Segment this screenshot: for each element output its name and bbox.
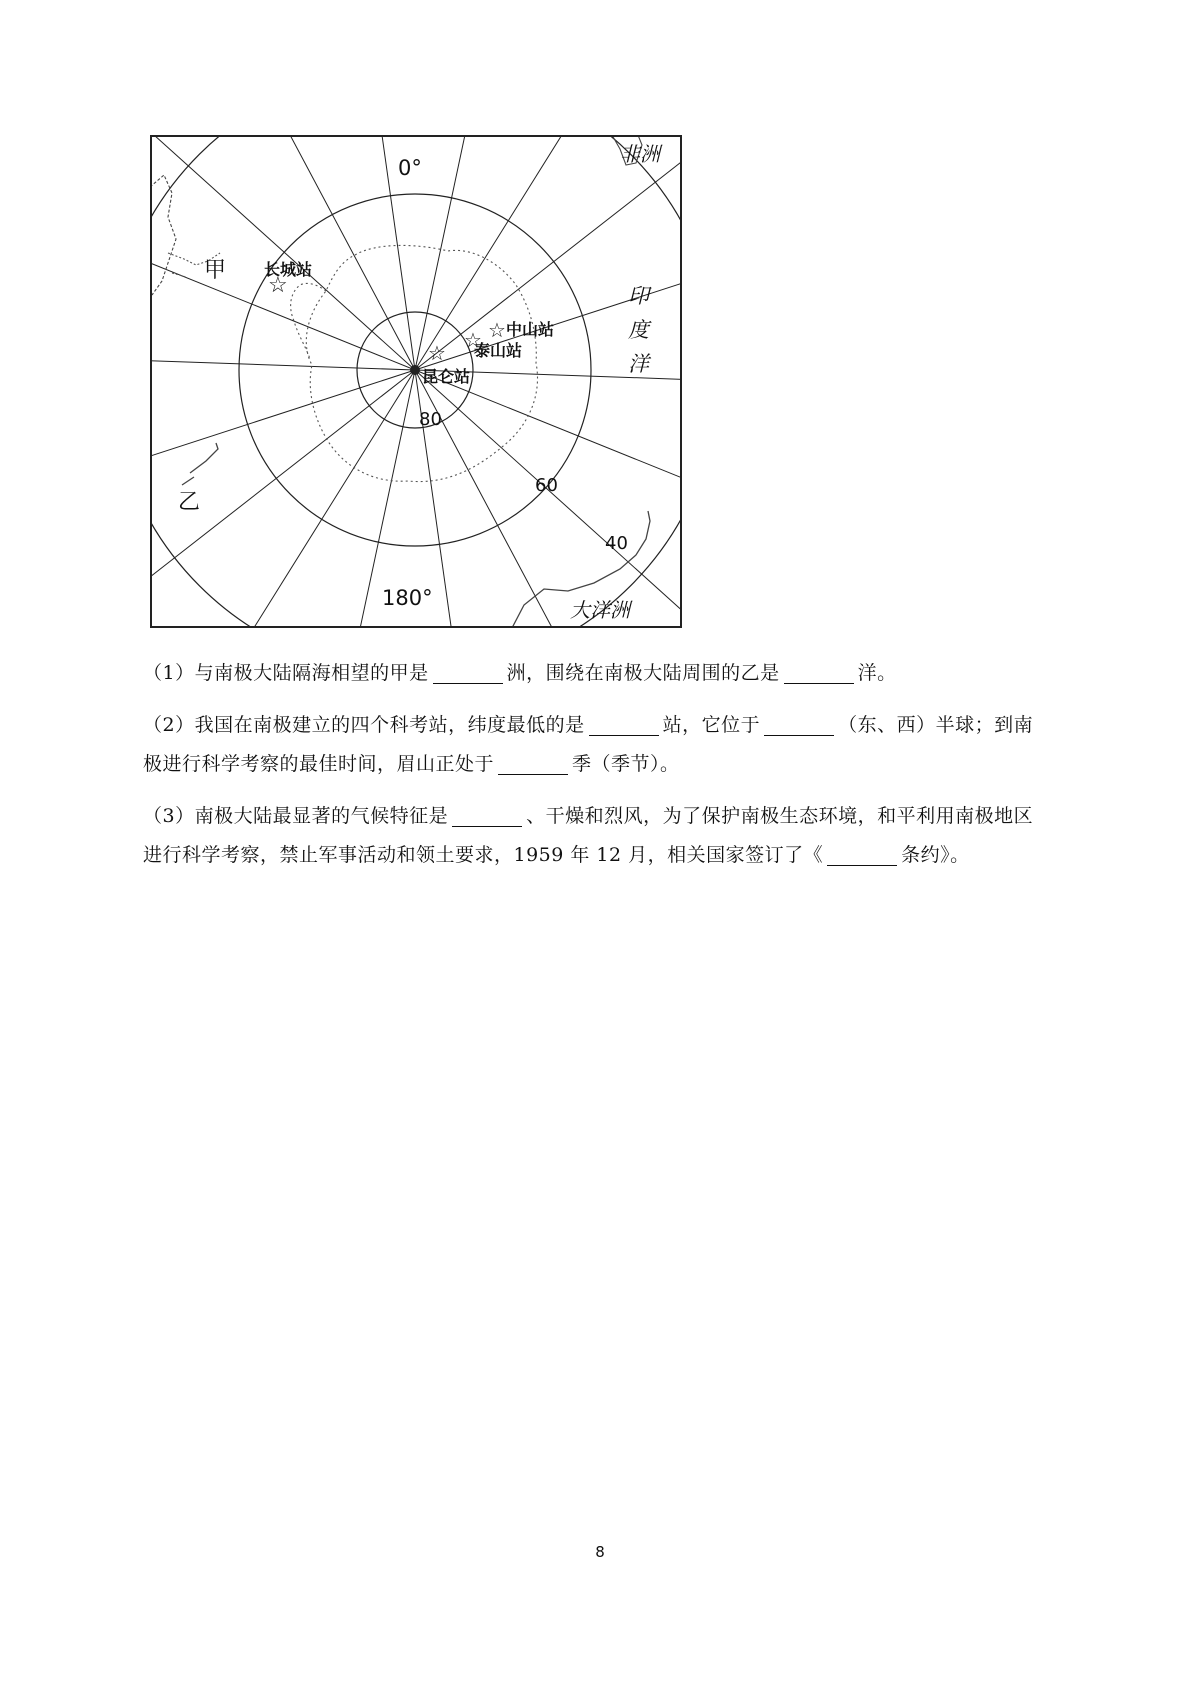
question-number: （2）: [143, 714, 195, 736]
answer-blank[interactable]: [498, 752, 568, 775]
answer-blank[interactable]: [784, 661, 854, 684]
continent-label-africa: 非洲: [620, 142, 660, 166]
question-text: 洲，围绕在南极大陆周围的乙是: [506, 662, 780, 684]
question-text: 季（季节）。: [572, 753, 680, 775]
star-icon: ☆: [268, 273, 288, 298]
ocean-label-indian-2: 度: [628, 318, 649, 342]
antarctica-polar-map: [150, 135, 682, 628]
star-icon: ☆: [464, 328, 482, 352]
marker-yi: 乙: [178, 490, 201, 515]
answer-blank[interactable]: [827, 843, 897, 866]
question-number: （3）: [143, 805, 195, 827]
station-label-changcheng: 长城站: [264, 260, 313, 279]
question-text: 、干燥和烈风，为了保护南极生态环境，和平利用南极地区: [526, 805, 1034, 827]
latitude-label-60: 60: [535, 475, 558, 496]
station-label-taishan: 泰山站: [474, 341, 523, 360]
question-text: 条约》。: [901, 844, 970, 866]
question-text: 南极大陆最显著的气候特征是: [194, 805, 449, 827]
question-text: 站，它位于: [662, 714, 761, 736]
answer-blank[interactable]: [433, 661, 503, 684]
station-zhongshan: [488, 318, 554, 342]
ocean-label-indian-1: 印: [628, 284, 649, 308]
station-label-kunlun: 昆仑站: [422, 367, 471, 386]
answer-blank[interactable]: [452, 804, 522, 827]
question-text: （东、西）半球；到南: [838, 714, 1034, 736]
question-text: 与南极大陆隔海相望的甲是: [194, 662, 429, 684]
continent-label-oceania: 大洋洲: [570, 598, 630, 622]
answer-blank[interactable]: [764, 713, 834, 736]
question-text: 极进行科学考察的最佳时间，眉山正处于: [143, 753, 495, 775]
star-icon: ☆: [428, 341, 446, 365]
answer-blank[interactable]: [589, 713, 659, 736]
star-icon: ☆: [488, 318, 506, 342]
question-1: [143, 654, 1133, 693]
question-text: 进行科学考察，禁止军事活动和领土要求，1959 年 12 月，相关国家签订了《: [143, 844, 824, 866]
question-2: [143, 706, 1133, 784]
question-text: 我国在南极建立的四个科考站，纬度最低的是: [194, 714, 585, 736]
meridian-label-180: 180°: [382, 586, 433, 610]
marker-jia: 甲: [204, 258, 227, 283]
question-3: [143, 797, 1133, 875]
page-number: 8: [595, 1543, 605, 1561]
south-pole-dot: [410, 365, 420, 375]
station-label-zhongshan: 中山站: [506, 320, 555, 339]
ocean-label-indian-3: 洋: [628, 352, 649, 376]
meridian-label-0: 0°: [398, 156, 422, 180]
question-text: 洋。: [857, 662, 897, 684]
latitude-label-40: 40: [605, 533, 628, 554]
question-number: （1）: [143, 662, 195, 684]
map-svg: [150, 135, 682, 628]
latitude-label-80: 80: [419, 409, 442, 430]
